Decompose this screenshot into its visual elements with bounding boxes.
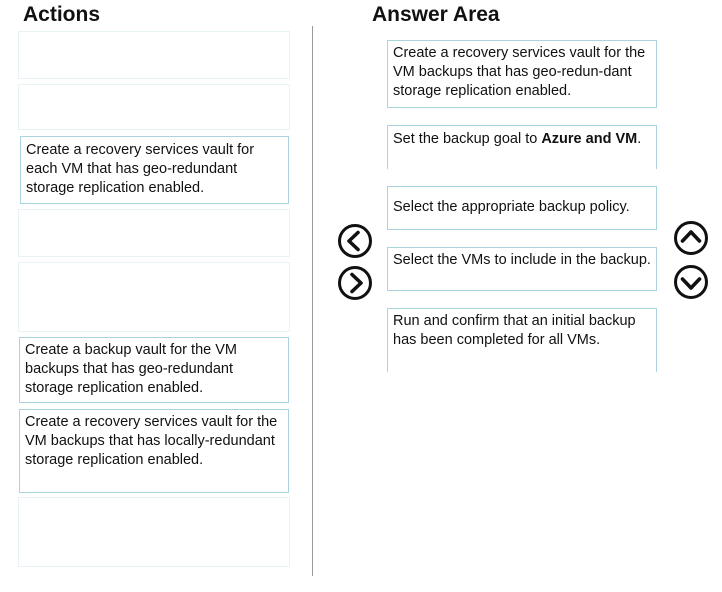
action-slot-empty [18,84,290,130]
answer-item-bold-text: Azure and VM [541,131,638,147]
answer-item[interactable] [387,125,657,169]
move-left-button[interactable] [337,223,373,259]
answer-item-text: . [637,131,642,147]
action-item[interactable]: Create a backup vault for the VM backups that has geo-redundant storage replication enabled. [19,337,289,403]
answer-area-heading: Answer Area [372,3,500,26]
actions-heading: Actions [23,3,101,26]
action-item[interactable]: Create a recovery services vault for each VM that has geo-redundant storage replication enabled. [20,136,289,204]
action-slot-empty [18,262,290,332]
circle-chevron-up-icon [673,220,709,256]
action-item[interactable]: Create a recovery services vault for the VM backups that has locally-redundant storage replication enabled. [19,409,289,493]
answer-item[interactable]: Select the appropriate backup policy. [387,186,657,230]
answer-item[interactable]: Run and confirm that an initial backup has been completed for all VMs. [387,308,657,372]
circle-chevron-right-icon [337,265,373,301]
move-right-button[interactable] [337,265,373,301]
action-slot-empty [18,31,290,79]
answer-item-text: Set the backup goal to [393,131,542,147]
move-up-button[interactable] [673,220,709,256]
move-down-button[interactable] [673,264,709,300]
circle-chevron-down-icon [673,264,709,300]
circle-chevron-left-icon [337,223,373,259]
answer-item[interactable]: Create a recovery services vault for the VM backups that has geo-redun-dant storage replication enabled. [387,40,657,108]
answer-item[interactable]: Select the VMs to include in the backup. [387,247,657,291]
column-divider [312,26,313,576]
action-slot-empty [18,209,290,257]
action-slot-empty [18,497,290,567]
